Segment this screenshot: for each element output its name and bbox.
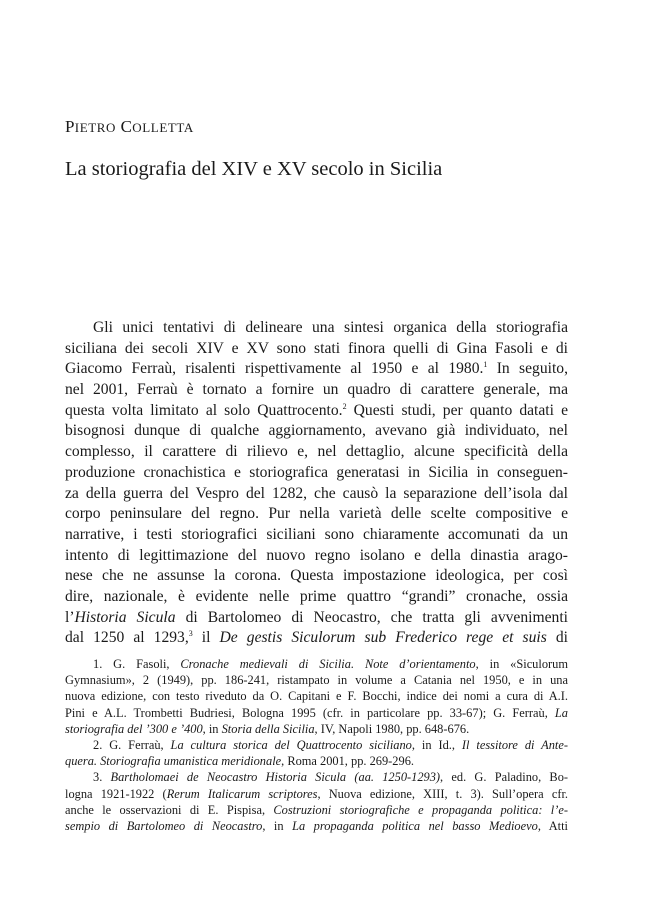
body-line bbox=[65, 525, 568, 546]
text-run: produzione cronachistica e storiografica generatasi in Sicilia in conseguen- bbox=[65, 463, 568, 481]
italic-text: storiografia del ’300 e ’400 bbox=[65, 721, 203, 736]
text-run: In seguito, bbox=[487, 360, 568, 378]
text-run: , Atti bbox=[537, 818, 568, 833]
text-run: nese che ne assunse la corona. Questa impostazione ideologica, per così bbox=[65, 567, 568, 585]
text-run: , in Id., bbox=[411, 737, 462, 752]
footnote-line bbox=[65, 753, 568, 769]
author-last-initial: C bbox=[120, 117, 133, 136]
footnote-line bbox=[65, 802, 568, 818]
italic-text: La cultura storica del Quattrocento siciliano bbox=[170, 737, 412, 752]
text-run: , Nuova edizione, XIII, t. 3). Sull’opera cfr. bbox=[317, 786, 568, 801]
text-run: logna 1921-1922 ( bbox=[65, 786, 167, 801]
text-run: , IV, Napoli 1980, pp. 648-676. bbox=[314, 721, 470, 736]
footnote-line bbox=[65, 672, 568, 688]
text-run: 2. G. Ferraù, bbox=[93, 737, 171, 752]
text-run: l’ bbox=[65, 608, 75, 626]
italic-text: Bartholomaei de Neocastro Historia Sicula (aa. 1250-1293) bbox=[110, 770, 441, 785]
italic-text: De gestis Siculorum sub Frederico rege et suis bbox=[219, 629, 547, 647]
text-run: il bbox=[192, 629, 220, 647]
body-line bbox=[65, 628, 568, 649]
body-line bbox=[65, 318, 568, 339]
text-run: questa volta limitato al solo Quattrocento. bbox=[65, 401, 343, 419]
text-run: corpo peninsulare del regno. Pur nella varietà delle scelte compositive e bbox=[65, 505, 568, 523]
author-name bbox=[65, 117, 194, 137]
text-run: Giacomo Ferraù, risalenti rispettivamente al 1950 e al 1980. bbox=[65, 360, 484, 378]
footnote-ref: 2 bbox=[342, 401, 347, 411]
body-line bbox=[65, 380, 568, 401]
text-run: , in bbox=[202, 721, 222, 736]
author-last-rest: OLLETTA bbox=[132, 120, 194, 135]
italic-text: La bbox=[554, 705, 568, 720]
footnote-line bbox=[65, 818, 568, 834]
footnote-line bbox=[65, 688, 568, 704]
text-run: Pini e A.L. Trombetti Budriesi, Bologna 1995 (cfr. in particolare pp. 33-67); G. Ferraù, bbox=[65, 705, 555, 720]
text-run: , ed. G. Paladino, Bo- bbox=[440, 770, 569, 785]
body-line bbox=[65, 484, 568, 505]
body-line bbox=[65, 401, 568, 422]
footnote-line bbox=[65, 737, 568, 753]
italic-text: Costruzioni storiografiche e propaganda politica: l’e- bbox=[273, 802, 568, 817]
text-run: , in «Siculorum bbox=[475, 657, 568, 671]
author-first-rest: IETRO bbox=[74, 120, 117, 135]
footnote-line bbox=[65, 721, 568, 737]
body-line bbox=[65, 463, 568, 484]
article-title: La storiografia del XIV e XV secolo in Sicilia bbox=[65, 158, 443, 180]
author-first-initial: P bbox=[65, 117, 75, 136]
text-run: Gli unici tentativi di delineare una sintesi organica della storiografia bbox=[93, 319, 568, 336]
italic-text: La propaganda politica nel basso Medioevo bbox=[292, 818, 538, 833]
body-line bbox=[65, 421, 568, 442]
body-line bbox=[65, 566, 568, 587]
footnote-line bbox=[65, 769, 568, 785]
text-run: dal 1250 al 1293, bbox=[65, 629, 189, 647]
text-run: , in bbox=[262, 818, 293, 833]
text-run: dire, nazionale, è evidente nelle prime quattro “grandi” cronache, ossia bbox=[65, 587, 568, 605]
body-line bbox=[65, 587, 568, 608]
footnote-line bbox=[65, 786, 568, 802]
italic-text: Historia Sicula bbox=[74, 608, 176, 626]
body-paragraph bbox=[65, 318, 568, 649]
footnote-line bbox=[65, 656, 568, 672]
text-run: za della guerra del Vespro del 1282, che causò la separazione dell’isola dal bbox=[65, 484, 568, 502]
text-run: Gymnasium», 2 (1949), pp. 186-241, ristampato in volume a Catania nel 1950, e in una bbox=[65, 673, 568, 688]
text-run: Questi studi, per quanto datati e bbox=[346, 401, 568, 419]
text-run: bisognosi dunque di qualche aggiornamento, avevano già individuato, nel bbox=[65, 422, 568, 440]
text-run: complesso, il carattere di rilievo e, nel dettaglio, alcune specificità della bbox=[65, 443, 568, 461]
footnote-ref: 3 bbox=[188, 629, 193, 639]
body-line bbox=[65, 504, 568, 525]
text-run: nuova edizione, con testo riveduto da O. Capitani e F. Bocchi, indice dei nomi a cura di A.I. bbox=[65, 689, 568, 704]
italic-text: Rerum Italicarum scriptores bbox=[166, 786, 318, 801]
italic-text: quera. Storiografia umanistica meridionale bbox=[65, 754, 282, 769]
text-run: anche le osservazioni di E. Pispisa, bbox=[65, 802, 274, 817]
text-run: nel 2001, Ferraù è tornato a fornire un quadro di carattere generale, ma bbox=[65, 381, 568, 399]
italic-text: Il tessitore di Ante- bbox=[461, 737, 568, 752]
text-run: di Bartolomeo di Neocastro, che tratta gli avvenimenti bbox=[175, 608, 568, 626]
body-line bbox=[65, 359, 568, 380]
body-line bbox=[65, 608, 568, 629]
text-run: intento di legittimazione del nuovo regno isolano e della dinastia arago- bbox=[65, 546, 568, 564]
body-line bbox=[65, 546, 568, 567]
footnote-ref: 1 bbox=[483, 360, 488, 370]
text-run: siciliana dei secoli XIV e XV sono stati finora quelli di Gina Fasoli e di bbox=[65, 339, 568, 357]
text-run: narrative, i testi storiografici siciliani sono chiaramente accomunati da un bbox=[65, 525, 568, 543]
text-run: 1. G. Fasoli, bbox=[93, 657, 181, 671]
footnote-line bbox=[65, 705, 568, 721]
body-line bbox=[65, 442, 568, 463]
italic-text: Cronache medievali di Sicilia. Note d’orientamento bbox=[180, 657, 476, 671]
body-line bbox=[65, 339, 568, 360]
text-run: 3. bbox=[93, 770, 111, 785]
italic-text: sempio di Bartolomeo di Neocastro bbox=[65, 818, 263, 833]
footnotes bbox=[65, 656, 568, 834]
text-run: , Roma 2001, pp. 269-296. bbox=[281, 754, 414, 769]
text-run: di bbox=[546, 629, 568, 647]
italic-text: Storia della Sicilia bbox=[221, 721, 315, 736]
